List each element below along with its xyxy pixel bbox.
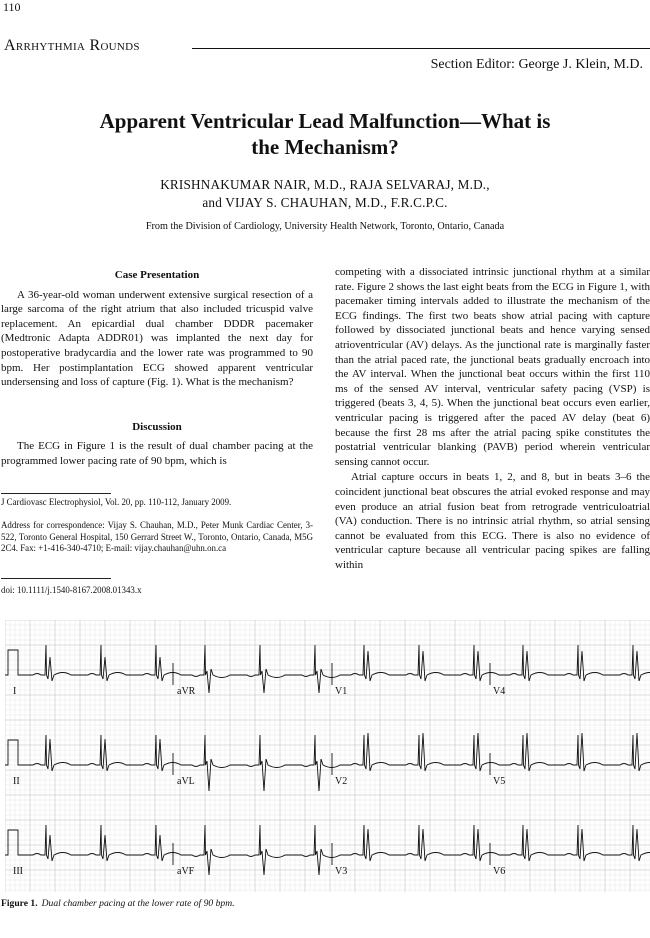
lead-label: V6 bbox=[493, 866, 506, 877]
ecg-trace-row bbox=[5, 733, 650, 791]
footnote-rule-top bbox=[1, 493, 111, 494]
discussion-heading: Discussion bbox=[132, 420, 182, 433]
authors-line-1: KRISHNAKUMAR NAIR, M.D., RAJA SELVARAJ, M.D., bbox=[160, 177, 490, 192]
citation-footnote: J Cardiovasc Electrophysiol, Vol. 20, pp. 110-112, January 2009. bbox=[1, 497, 232, 507]
ecg-tracing bbox=[5, 620, 650, 892]
doi-footnote: doi: 10.1111/j.1540-8167.2008.01343.x bbox=[1, 585, 142, 595]
lead-label: aVR bbox=[177, 686, 196, 697]
figure-caption bbox=[1, 898, 235, 909]
lead-label: aVL bbox=[177, 776, 195, 787]
lead-label: I bbox=[13, 686, 17, 697]
figure-label: Figure 1. bbox=[1, 898, 38, 909]
section-heading: Arrhythmia Rounds bbox=[4, 37, 140, 54]
correspondence-footnote: Address for correspondence: Vijay S. Chauhan, M.D., Peter Munk Cardiac Center, 3-522, Toronto General Hospital, 150 Gerrard Street W., Toronto, Ontario, Canada, M5G 2C4. Fax: +1-416-340-4710; E-mail: vijay.chauhan@uhn.on.ca bbox=[1, 520, 313, 554]
discussion-para-start: The ECG in Figure 1 is the result of dual chamber pacing at the programmed lower pacing rate of 90 bpm, which is bbox=[1, 440, 313, 467]
article-title bbox=[0, 108, 650, 160]
right-column bbox=[335, 265, 650, 572]
page-number: 110 bbox=[3, 0, 21, 14]
authors-line-2: and VIJAY S. CHAUHAN, M.D., F.R.C.P.C. bbox=[202, 195, 448, 210]
affiliation: From the Division of Cardiology, University Health Network, Toronto, Ontario, Canada bbox=[145, 221, 505, 232]
discussion-para-2: Atrial capture occurs in beats 1, 2, and 8, but in beats 3–6 the coincident junctional beat obscures the atrial evoked response and may even produce an atrial fusion beat from retrograde ventriculoatrial (VA) conduction. There is no intrinsic atrial rhythm, so atrial sensing cannot be evaluated from this ECG. There is also no evidence of ventricular capture because all ventricular pacing spikes are falling within bbox=[335, 471, 650, 571]
authors bbox=[0, 176, 650, 212]
ecg-trace-row bbox=[5, 645, 650, 693]
footnote-rule-doi bbox=[1, 578, 111, 579]
case-presentation-text: A 36-year-old woman underwent extensive surgical resection of a large sarcoma of the right atrium that also included tricuspid valve replacement. An epicardial dual chamber DDDR pacemaker (Medtronic Adapta ADDR01) was implanted the next day for postoperative bradycardia and the lower rate was programmed to 90 bpm. Her postimplantation ECG showed apparent ventricular undersensing and loss of capture (Fig. 1). What is the mechanism? bbox=[1, 288, 313, 389]
discussion-para-continued: competing with a dissociated intrinsic junctional rhythm at a similar rate. Figure 2 shows the last eight beats from the ECG in Figure 1, with pacemaker timing intervals added to illustrate the mechanism of the ECG findings. The first two beats show atrial pacing with capture followed by dissociated junctional beats and hence varying sensed atrioventricular (AV) delays. As the junctional rate is marginally faster than the atrial paced rate, the junctional beats gradually encroach into the AV interval. When the junctional beat occurs within the first 110 ms of the sensed AV interval, ventricular safety pacing (VSP) is triggered (beats 3, 4, 5). When the junctional beat occurs even earlier, ventricular pacing is triggered after the paced AV delay (beat 6) because the first 28 ms after the atrial pacing spike constitutes the postatrial ventricular blanking (PAVB) period wherein ventricular sensing cannot occur. bbox=[335, 266, 650, 468]
title-line-1: Apparent Ventricular Lead Malfunction—What is bbox=[99, 109, 551, 133]
lead-label: III bbox=[13, 866, 23, 877]
lead-label: V3 bbox=[335, 866, 348, 877]
lead-label: II bbox=[13, 776, 20, 787]
left-column bbox=[1, 268, 313, 469]
ecg-figure bbox=[5, 620, 650, 892]
lead-label: V5 bbox=[493, 776, 506, 787]
title-line-2: the Mechanism? bbox=[251, 135, 399, 159]
figure-caption-text: Dual chamber pacing at the lower rate of 90 bpm. bbox=[41, 898, 235, 909]
lead-label: aVF bbox=[177, 866, 195, 877]
lead-label: V1 bbox=[335, 686, 348, 697]
section-rule bbox=[192, 48, 650, 49]
section-editor: Section Editor: George J. Klein, M.D. bbox=[430, 57, 643, 72]
case-presentation-heading: Case Presentation bbox=[114, 269, 200, 281]
lead-label: V4 bbox=[493, 686, 506, 697]
lead-label: V2 bbox=[335, 776, 348, 787]
